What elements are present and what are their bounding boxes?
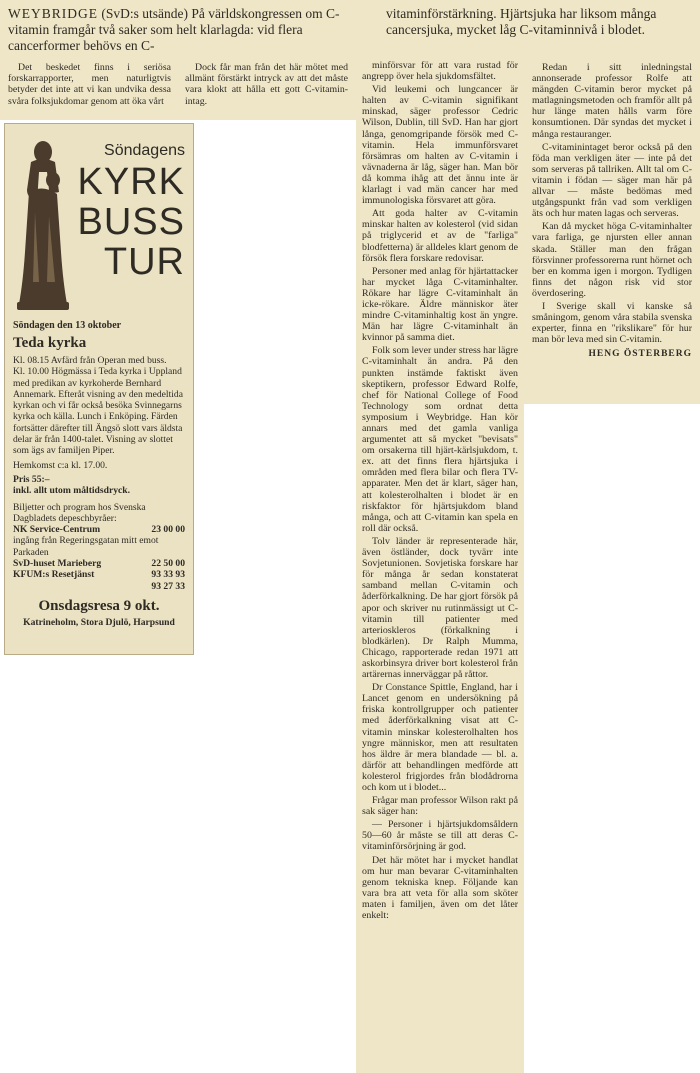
ad-ticket-phone: 23 00 00 xyxy=(151,524,185,536)
lead-paragraph xyxy=(8,6,348,52)
ad-wednesday-trip: Onsdagsresa 9 okt. xyxy=(38,597,160,614)
ad-program: Kl. 10.00 Högmässa i Teda kyrka i Uppland med predikan av kyrkoherde Bernhard Annemark. Efteråt visning av den medeltida kyrkan och vi får också besöka Svinnegarns kyrka och källa. Lunch i Enköping. Färden fortsätter därefter till Ängsö slott vars äldsta delar är från 1400-talet. Visning av slottet som ägs av familjen Piper. xyxy=(13,366,183,457)
ad-ticket-phone: 93 27 33 xyxy=(151,580,185,592)
ad-departure: Kl. 08.15 Avfärd från Operan med buss. xyxy=(13,355,167,366)
ad-ticket-name: ingång från Regeringsgatan mitt emot Parkaden xyxy=(13,535,159,558)
ad-return: Hemkomst c:a kl. 17.00. xyxy=(13,459,108,471)
ad-date: Söndagen den 13 oktober xyxy=(13,320,122,331)
dateline-place: WEYBRIDGE xyxy=(8,6,98,21)
article-paragraph: Redan i sitt inledningstal annonserade professor Rolfe att mängden C-vitamin beror mycket på matlagningsmetoden och framför allt på hur länge maten hålls varm före konsumtionen. Där syndas det mycket i många restauranger. xyxy=(532,62,692,140)
ad-ticket-name: KFUM:s Resetjänst xyxy=(13,569,95,581)
ad-wednesday-places: Katrineholm, Stora Djulö, Harpsund xyxy=(23,616,175,628)
ad-ticket-name: SvD-huset Marieberg xyxy=(13,558,102,570)
ad-title-line: TUR xyxy=(103,241,185,283)
church-bus-tour-ad xyxy=(4,123,194,655)
ad-ticket-name: NK Service-Centrum xyxy=(13,524,101,536)
byline-signature: HENG ÖSTERBERG xyxy=(588,349,692,360)
ad-tickets-intro: Biljetter och program hos Svenska Dagbladets depeschbyråer: xyxy=(13,501,146,524)
article-paragraph: Att goda halter av C-vitamin minskar halten av kolesterol (vid sidan på triglycerid et av de "farliga" blodfetterna) är alldeles klart genom de försök flera forskare redovisar. xyxy=(362,208,518,264)
ad-title-line: KYRK xyxy=(77,161,185,203)
article-paragraph: Tolv länder är representerade här, även östländer, dock tyvärr inte Sovjetunionen. Sovjetiska forskare har för många år sedan konstaterat samband mellan C-vitamin och åderförkalkning. De har gjort försök på apor och skriver nu rutinmässigt ut C-vitamin till patienter med arterioskleros (förkalkning i blodkärlen). Dr Ralph Mumma, Chicago, rapporterade redan 1971 att askorbinsyra driver bort kolesterol från artärernas innerväggar på råttor. xyxy=(362,535,518,681)
article-paragraph: Kan då mycket höga C-vitaminhalter vara farliga, ge njursten eller annan skada. Ställer man den frågan försvinner professorerna runt hörnet och ber en komma igen i morgon. Tydligen finns det någon risk vid stor överdosering. xyxy=(532,221,692,299)
ad-title-line: BUSS xyxy=(77,201,185,243)
ad-ticket-row xyxy=(13,524,185,535)
ad-ticket-phone: 93 33 93 xyxy=(151,569,185,581)
ad-title-small: Söndagens xyxy=(104,142,185,159)
article-paragraph: I Sverige skall vi kanske så småningom, genom våra stabila svenska experter, finna en "rikslikare" för hur man bör leva med sin C-vitamin. xyxy=(532,300,692,346)
lead-clip-right xyxy=(356,0,700,52)
article-paragraph: Frågar man professor Wilson rakt på sak säger han: xyxy=(362,795,518,818)
ad-headline: Teda kyrka xyxy=(13,335,87,351)
article-paragraph: Det här mötet har i mycket handlat om hur man bevarar C-vitaminhalten genom tekniska knep. Följande kan vara bra att veta för alla som sköter maten i familjen, även om det låter enkelt: xyxy=(362,854,518,922)
ad-price: Pris 55:– xyxy=(13,473,50,485)
article-paragraph: — Personer i hjärtsjukdomsåldern 50—60 år måste se till att deras C-vitaminförsörjning är god. xyxy=(362,819,518,853)
article-top-columns xyxy=(0,52,356,120)
article-paragraph: Vid leukemi och lungcancer är halten av C-vitamin signifikant minskad, säger professor Cedric Wilson, Dublin, till SvD. Han har gjort långa, genomgripande försök med C-vitamin. Hela immunförsvaret försämras om halten av C-vitamin i vävnaderna är låg, säger han. Man bör då komma ihåg att det ännu inte är klarlagt i vad män cancer har med immunologiska försvaret att göra. xyxy=(362,84,518,207)
article-paragraph: Dr Constance Spittle, England, har i Lancet genom en undersökning på friska kontrollgrupper och patienter med åderförkalkning visat att C-vitamin minskar kolesterolhalten hos yngre människor, men att resultaten hos äldre är mera blandade — bl. a. därför att behandlingen medförde att kolesterol frigjordes från blodådrorna och kom ut i blodet... xyxy=(362,682,518,793)
lead-clip-left xyxy=(0,0,356,52)
ad-ticket-row xyxy=(13,535,185,558)
article-paragraph: minförsvar för att vara rustad för angrepp över hela sjukdomsfältet. xyxy=(362,60,518,83)
lead-text: (SvD:s utsände) På världskongressen om C-vitamin framgår två saker som helt klarlagda: vid flera cancerformer behövs en C- xyxy=(8,6,340,52)
ad-price-note: inkl. allt utom måltidsdryck. xyxy=(13,485,131,497)
article-paragraph: Personer med anlag för hjärtattacker har mycket låga C-vitaminhalter. Rökare har lägre C-vitaminhalt än icke-rökare. Äldre människor äter mindre C-vitaminhaltig kost än yngre. Män har lägre C-vitaminhalt än kvinnor på samma diet. xyxy=(362,265,518,344)
article-paragraph: C-vitaminintaget beror också på den föda man verkligen äter — inte på det som serveras på tallriken. Allt tal om C-vitamin i födan — säger man här på allvar — måste bedömas med utgångspunkt från vad som verkligen äts och hur maten lagas och serveras. xyxy=(532,141,692,220)
article-column-right xyxy=(524,52,700,404)
article-paragraph: Det beskedet finns i seriösa forskarrapporter, men naturligtvis betyder det inte att vi kan undvika dessa svåra folksjukdomar genom att öka vårt xyxy=(8,62,171,107)
article-paragraph: Dock får man från det här mötet med allmänt förstärkt intryck av att det måste vara klokt att hålla ett gott C-vitamin-intag. xyxy=(185,62,348,107)
madonna-statue-icon xyxy=(13,132,73,312)
ad-ticket-row xyxy=(13,581,185,592)
ad-ticket-row xyxy=(13,569,185,580)
ad-ticket-row xyxy=(13,558,185,569)
ad-ticket-phone: 22 50 00 xyxy=(151,558,185,570)
lead-paragraph-continued: vitaminförstärkning. Hjärtsjuka har liksom många cancersjuka, mycket låg C-vitaminnivå i blodet. xyxy=(386,6,657,37)
article-column-middle xyxy=(356,52,524,1073)
article-paragraph: Folk som lever under stress har lägre C-vitaminhalt än andra. På den punkten instämde faktiskt även skeptikern, professor Edward Rolfe, chef för National College of Food Technology som ordnat detta symposium i Weybridge. Han kör annars med det gamla vanliga argumentet att så mycket "bevisats" om orsakerna till hjärt-kärlsjukdom, t. ex. att det finns flera hjärtsjuka i områden med flera bilar och flera TV-apparater. Men det är klart, säger han, att kolesterolhalten i blodet är en riskfaktor för hjärtsjukdom bland många, och att C-vitamin kan spela en roll där också. xyxy=(362,345,518,534)
